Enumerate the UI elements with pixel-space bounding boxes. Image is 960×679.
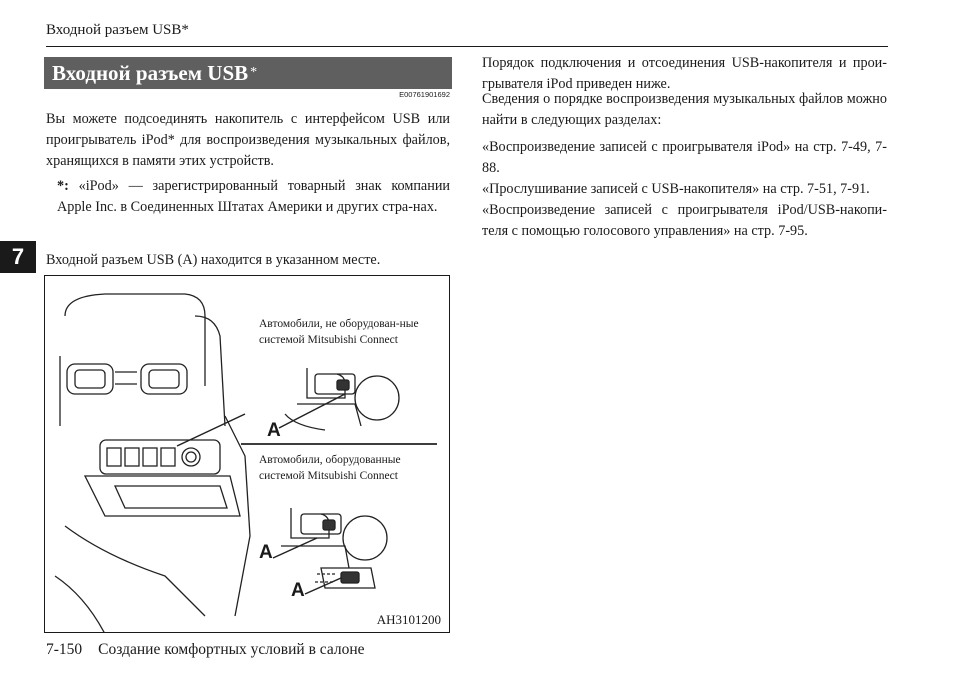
header-rule xyxy=(46,46,888,47)
figure-code: AH3101200 xyxy=(376,612,441,627)
right-paragraph-playback: Сведения о порядке воспроизведения музыкальных файлов можно найти в следующих разделах: xyxy=(482,91,887,128)
figure-label-with-connect: Автомобили, оборудованные системой Mitsubishi Connect xyxy=(259,454,401,482)
page-number: 7-150 xyxy=(46,641,83,658)
callout-a-middle: A xyxy=(259,542,273,563)
running-header: Входной разъем USB* xyxy=(46,22,189,38)
callout-a-bottom: A xyxy=(291,580,305,601)
page-footer xyxy=(46,641,365,659)
footnote xyxy=(57,176,450,218)
section-code: E00761901692 xyxy=(399,90,450,99)
section-title-asterisk: * xyxy=(250,65,258,80)
location-paragraph: Входной разъем USB (A) находится в указанном месте. xyxy=(46,252,381,268)
footnote-mark: *: xyxy=(57,178,69,194)
figure-label-without-connect: Автомобили, не оборудован-ные системой Mitsubishi Connect xyxy=(259,318,419,346)
intro-paragraph: Вы можете подсоединять накопитель с интерфейсом USB или проигрыватель iPod* для воспроизведения музыкальных файлов, хранящихся в памяти этих устройств. xyxy=(46,111,450,169)
section-title-bar xyxy=(44,57,452,89)
footnote-text: «iPod» — зарегистрированный товарный знак компании Apple Inc. в Соединенных Штатах Америки и других стра-нах. xyxy=(57,178,451,215)
section-title: Входной разъем USB xyxy=(52,60,249,85)
usb-location-figure xyxy=(44,275,450,633)
right-paragraph-connection: Порядок подключения и отсоединения USB-накопителя и прои-грывателя iPod приведен ниже. xyxy=(482,55,887,92)
reference-item: «Воспроизведение записей с проигрывателя iPod/USB-накопи-теля с помощью голосового управления» на стр. 7-95. xyxy=(482,202,887,239)
footer-chapter-title: Создание комфортных условий в салоне xyxy=(98,641,365,658)
callout-a-top: A xyxy=(267,420,281,441)
chapter-tab: 7 xyxy=(0,241,36,273)
reference-item: «Воспроизведение записей с проигрывателя iPod» на стр. 7-49, 7-88. xyxy=(482,139,887,176)
reference-list xyxy=(482,137,887,242)
reference-item: «Прослушивание записей с USB-накопителя» на стр. 7-51, 7-91. xyxy=(482,181,870,197)
